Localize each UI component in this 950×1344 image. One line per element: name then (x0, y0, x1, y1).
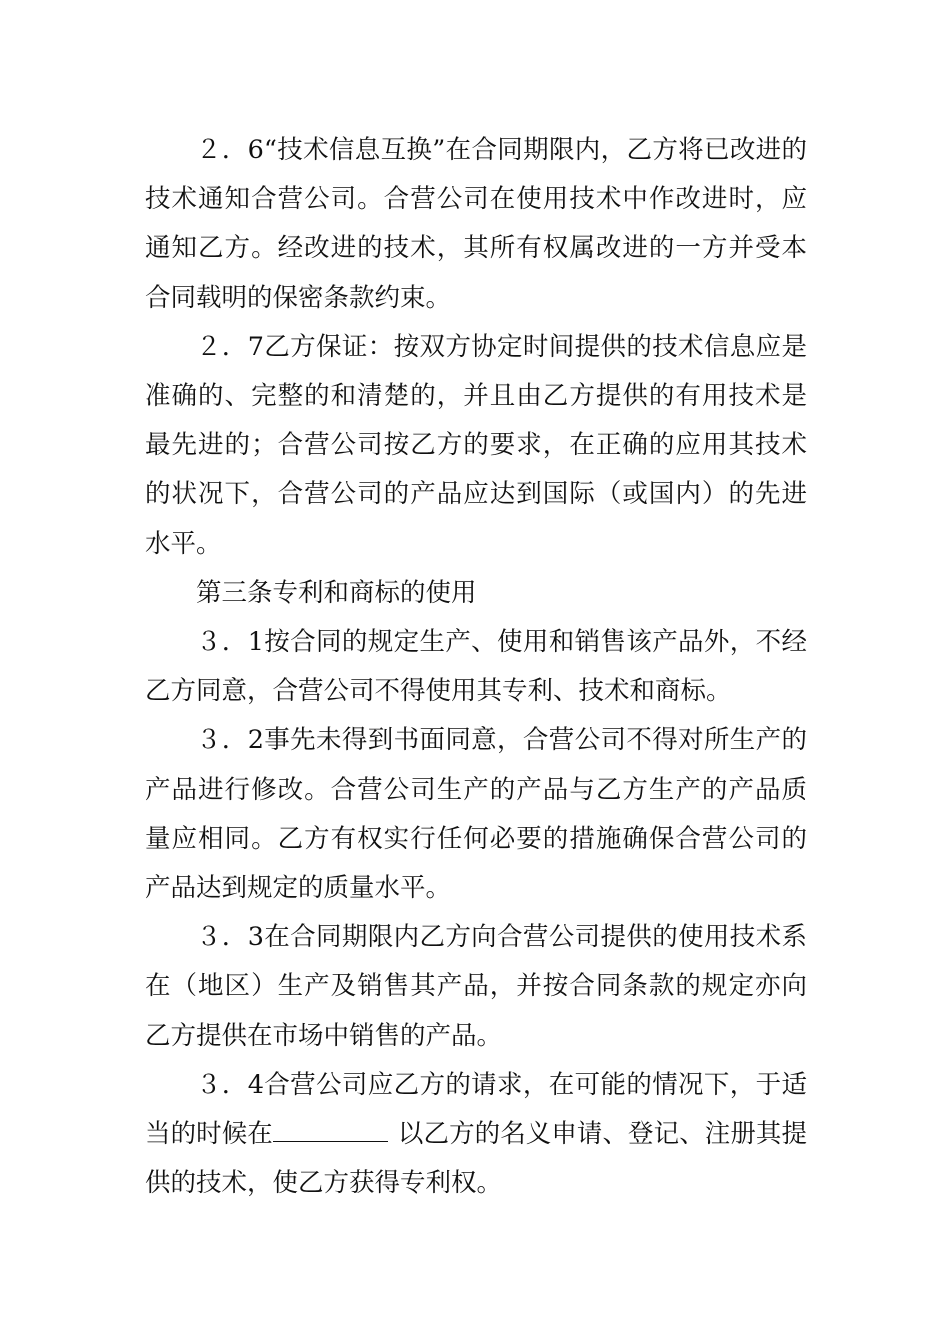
clause-2-6: ２．6“技术信息互换”在合同期限内，乙方将已改进的技术通知合营公司。合营公司在使用技术中作改进时，应通知乙方。经改进的技术，其所有权属改进的一方并受本合同载明的保密条款约束。 (145, 135, 807, 313)
clause-3-1: ３．1按合同的规定生产、使用和销售该产品外，不经乙方同意，合营公司不得使用其专利、技术和商标。 (145, 627, 807, 707)
clause-2-7: ２．7乙方保证：按双方协定时间提供的技术信息应是准确的、完整的和清楚的，并且由乙方提供的有用技术是最先进的；合营公司按乙方的要求，在正确的应用其技术的状况下，合营公司的产品应达到国际（或国内）的先进水平。 (145, 331, 807, 559)
fill-in-blank (273, 1119, 388, 1142)
document-body (145, 126, 807, 1208)
clause-3-4 (145, 1061, 807, 1209)
clause-3-3: ３．3在合同期限内乙方向合营公司提供的使用技术系在（地区）生产及销售其产品，并按合同条款的规定亦向乙方提供在市场中销售的产品。 (145, 922, 807, 1051)
article-3-heading: 第三条专利和商标的使用 (196, 577, 477, 608)
clause-3-4-part-2: 以乙方的名义申请、登记、注册其提供的技术，使乙方获得专利权。 (145, 1119, 807, 1199)
clause-3-4-part-1: ３．4合营公司应乙方的请求，在可能的情况下，于适当的时候在 (145, 1069, 807, 1150)
clause-3-2: ３．2事先未得到书面同意，合营公司不得对所生产的产品进行修改。合营公司生产的产品与乙方生产的产品质量应相同。乙方有权实行任何必要的措施确保合营公司的产品达到规定的质量水平。 (145, 725, 807, 904)
